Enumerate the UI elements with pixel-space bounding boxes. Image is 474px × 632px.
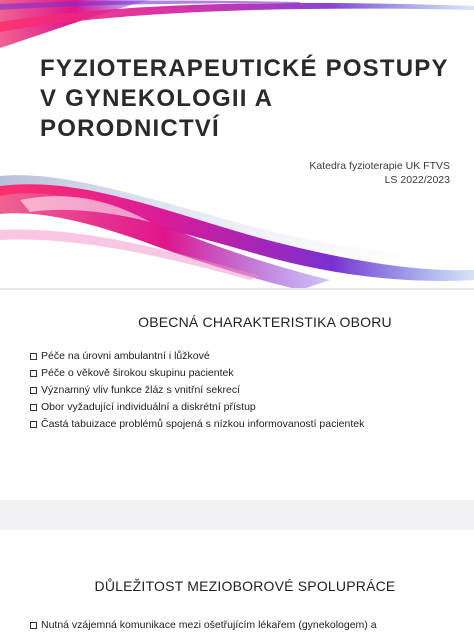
semester-label: LS 2022/2023 <box>384 174 450 186</box>
slide-gap <box>0 500 474 530</box>
checkbox-bullet-icon <box>30 370 37 377</box>
checkbox-bullet-icon <box>30 404 37 411</box>
checkbox-bullet-icon <box>30 622 37 629</box>
list-item: Častá tabuizace problémů spojená s nízkou informovaností pacientek <box>30 416 364 433</box>
section-title: DŮLEŽITOST MEZIOBOROVÉ SPOLUPRÁCE <box>94 578 396 594</box>
title-line-2: V GYNEKOLOGII A <box>40 85 274 112</box>
department-label: Katedra fyzioterapie UK FTVS <box>309 160 450 172</box>
presentation-subtitle <box>309 159 450 187</box>
section-title: OBECNÁ CHARAKTERISTIKA OBORU <box>138 314 392 330</box>
list-item: Významný vliv funkce žláz s vnitřní sekrecí <box>30 382 364 399</box>
title-slide <box>0 0 474 290</box>
cooperation-slide <box>0 530 474 632</box>
bullet-list <box>30 348 364 433</box>
title-line-3: PORODNICTVÍ <box>40 115 220 142</box>
list-item: Péče o věkově širokou skupinu pacientek <box>30 365 364 382</box>
bullet-list <box>30 617 377 632</box>
swoosh-decoration <box>0 0 474 290</box>
checkbox-bullet-icon <box>30 421 37 428</box>
list-item: Obor vyžadující individuální a diskrétní přístup <box>30 399 364 416</box>
list-item: Nutná vzájemná komunikace mezi ošetřujícím lékařem (gynekologem) a <box>30 617 377 632</box>
title-line-1: FYZIOTERAPEUTICKÉ POSTUPY <box>40 55 449 82</box>
checkbox-bullet-icon <box>30 387 37 394</box>
checkbox-bullet-icon <box>30 353 37 360</box>
overview-slide <box>0 290 474 500</box>
presentation-title <box>40 54 460 144</box>
list-item: Péče na úrovni ambulantní i lůžkové <box>30 348 364 365</box>
